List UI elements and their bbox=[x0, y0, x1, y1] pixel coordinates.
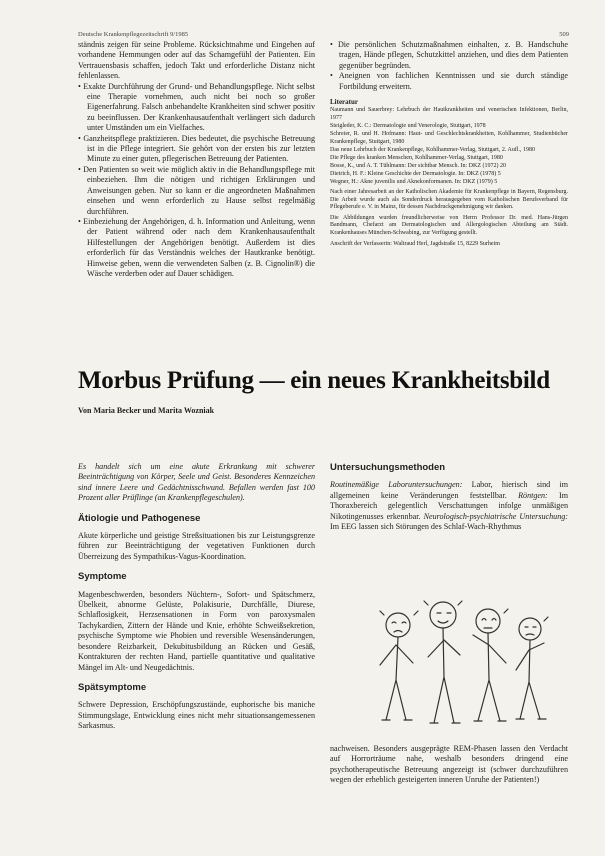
section-heading-symptome: Symptome bbox=[78, 571, 127, 583]
text: Im Thoraxbereich gelegentlich Verschattungen infolge unmäßigen Nikotingenusses erkennbar. bbox=[330, 490, 569, 521]
bullet-item: • Die persönlichen Schutzmaßnahmen einhalten, z. B. Handschuhe tragen, Hände pflegen, Schutzkittel anziehen, und dies dem Patienten gegenüber begründen. bbox=[330, 40, 568, 70]
literature-entry: Naumann und Sauerbrey: Lehrbuch der Hautkrankheiten und venerischen Infektionen, Berlin, 1977 bbox=[330, 107, 568, 122]
bullet-item: • Aneignen von fachlichen Kenntnissen und sie durch ständige Fortbildung erweitern. bbox=[330, 71, 568, 91]
lower-right-column bbox=[330, 462, 568, 532]
lead-in: Röntgen: bbox=[518, 490, 548, 500]
article-authors: Von Maria Becker und Marita Wozniak bbox=[78, 406, 215, 415]
paragraph: nachweisen. Besonders ausgeprägte REM-Phasen lassen den Verdacht auf Horrorträume nahe, weshalb besonders dringend eine psychotherapeutische Betreuung angezeigt ist (schwer durchzuführen wegen der erheblich gesteigerten inneren Unruhe der Patienten!) bbox=[330, 744, 568, 785]
text: Im EEG lassen sich Störungen des Schlaf-Wach-Rhythmus bbox=[330, 522, 522, 532]
paragraph: Akute körperliche und geistige Streßsituationen bis zur Leistungsgrenze führen zur Beeinträchtigung der vegetativen Funktionen durch Überreizung des Sympathikus-Vagus-Koordination. bbox=[78, 531, 315, 561]
section-heading-spaetsymptome: Spätsymptome bbox=[78, 681, 147, 693]
literature-entry: Steigleder, K. C.: Dermatologie und Venerologie, Stuttgart, 1978 bbox=[330, 123, 486, 130]
lead-in: Neurologisch-psychiatrische Untersuchung: bbox=[423, 511, 568, 521]
running-header-journal: Deutsche Krankenpflegezeitschrift 9/1985 bbox=[78, 31, 189, 38]
literature-entry: Dietrich, H. F.: Kleine Geschichte der Dermatologie. In: DKZ (1978) 5 bbox=[330, 170, 501, 177]
literature-entry: Bosse, K., und A. T. Tühlmann: Der sichtbar Mensch. In: DKZ (1972) 20 bbox=[330, 162, 506, 169]
literature-entry: Das neue Lehrbuch der Krankenpflege, Kohlhammer-Verlag, Stuttgart, 2. Aufl., 1980 bbox=[330, 146, 535, 153]
article-title: Morbus Prüfung — ein neues Krankheitsbild bbox=[78, 367, 550, 394]
page-number: 509 bbox=[559, 31, 569, 38]
upper-left-column bbox=[78, 40, 315, 279]
section-heading-aetiologie: Ätiologie und Pathogenese bbox=[78, 512, 201, 524]
literature-entry: Die Pflege des kranken Menschen, Kohlhammer-Verlag, Stuttgart, 1980 bbox=[330, 154, 503, 161]
footnote-illustrations: Die Abbildungen wurden freundlicherweise von Herrn Professor Dr. med. Hans-Jürgen Bandmann, Chefarzt am Dermatologischen und Allergologischen Abteilung am Städt. Krankenhauses München-Schwabing, zur Verfügung gestellt. bbox=[330, 214, 568, 237]
upper-right-column bbox=[330, 40, 568, 248]
literature-entry: Schreier, R. und H. Hofmann: Haut- und Geschlechtskrankheiten, Kohlhammer, Studienbücher Krankenpflege, Stuttgart, 1980 bbox=[330, 131, 568, 145]
text: Labor, hierisch sind im allgemeinen keine Veränderungen feststellbar. bbox=[330, 480, 568, 500]
paragraph: ständnis zeigen für seine Probleme. Rücksichtnahme und Eingehen auf vorhandene Hemmungen oder auf das Schamgefühl der Patienten. Ein Vertrauensbasis schaffen, jedoch Takt und erforderliche Distanz nicht fehlenlassen. bbox=[78, 40, 315, 81]
literature-entry: Wegner, H.: Akne juvenilis und Aknekonformanen. In: DKZ (1979) 5 bbox=[330, 178, 498, 185]
bullet-item: • Ganzheitspflege praktizieren. Dies bedeutet, die psychische Betreuung ist in die Pflege integriert. Sie gehört von der ersten bis zur letzten Minute zu einer guten, pflegerischen Betreuung der Patienten. bbox=[78, 133, 315, 164]
literature-heading: Literatur bbox=[330, 98, 358, 107]
bullet-item: • Den Patienten so weit wie möglich aktiv in die Behandlungspflege mit einbeziehen. Ihm die nötigen und richtigen Erklärungen und Anweisungen geben. Nur so kann er die angeordneten Maßnahmen einsehen und wenn erforderlich zu Hause selbst regelmäßig durchführen. bbox=[78, 164, 315, 216]
cartoon-illustration bbox=[358, 585, 568, 735]
paragraph: Schwere Depression, Erschöpfungszustände, euphorische bis maniche Stimmungslage, Entwicklung eines nicht mehr situationsangemessenen Sarkasmus. bbox=[78, 700, 315, 731]
literature-list bbox=[330, 107, 568, 186]
lower-right-column-continued bbox=[330, 744, 568, 786]
article-intro: Es handelt sich um eine akute Erkrankung mit schwerer Beeinträchtigung von Körper, Seele und Geist. Besonderes Kennzeichen sind innere Leere und Gedächtnisschwund. Befallen werden fast 100 Prozent aller Prüflinge (an Krankenpflegeschulen). bbox=[78, 462, 315, 503]
paragraph bbox=[330, 480, 568, 532]
footnote-author-address: Anschrift der Verfasserin: Waltraud Herl, Jagdstraße 15, 8229 Surheim bbox=[330, 240, 500, 247]
lower-left-column bbox=[78, 462, 315, 732]
footnote-source: Nach einer Jahresarbeit an der Katholischen Akademie für Krankenpflege in Bayern, Regensburg. Die Arbeit wurde auch als Sonderdruck herausgegeben vom Katholischen Berufsverband für Pflegeberufe e. V. in Mainz, für dessen Nachdruckgenehmigung wir danken. bbox=[330, 189, 568, 211]
section-heading-untersuchung: Untersuchungsmethoden bbox=[330, 462, 446, 473]
bullet-item: • Exakte Durchführung der Grund- und Behandlungspflege. Nicht selbst eine Therapie vornehmen, auch nicht bei noch so großer Eigenerfahrung. Falsch anbehandelte Krankheiten sind schwer positiv zu beeinflussen. Der Krankenhausaufenthalt verlängert sich dadurch unter Umständen um ein Vielfaches. bbox=[78, 81, 315, 133]
cartoon-drawing bbox=[358, 585, 568, 735]
bullet-item: • Einbeziehung der Angehörigen, d. h. Information und Anleitung, wenn der Patient während oder nach dem Krankenhausaufenthalt Hilfestellungen der Angehörigen benötigt. Außerdem ist dies erforderlich für das Verständnis welches der Hautkranke benötigt. Hinweise geben, wenn die verwendeten Salben (z. B. Cignolin®) die Wäsche verderben oder auf Dauer schädigen. bbox=[78, 216, 315, 278]
lead-in: Routinemäßige Laboruntersuchungen: bbox=[330, 480, 463, 490]
paragraph: Magenbeschwerden, besonders Nüchtern-, Sofort- und Spätschmerz, Übelkeit, abnorme Gelüste, Polakisurie, Durchfälle, Diurese, Schlaflosigkeit, Herzsensationen in Form von paroxysmalen Tachykardien, Zittern der Hände und Knie, erhöhte Schweißsekretion, psychische Symptome wie Phobien und reversible Wesensänderungen, besondere Reizbarkeit, Dekubitusbildung an Rücken und Gesäß, Kontrakturen der rechten Hand, partielle quantitative und qualitative Mängel im Alt- und Neugedächtnis. bbox=[78, 589, 315, 672]
